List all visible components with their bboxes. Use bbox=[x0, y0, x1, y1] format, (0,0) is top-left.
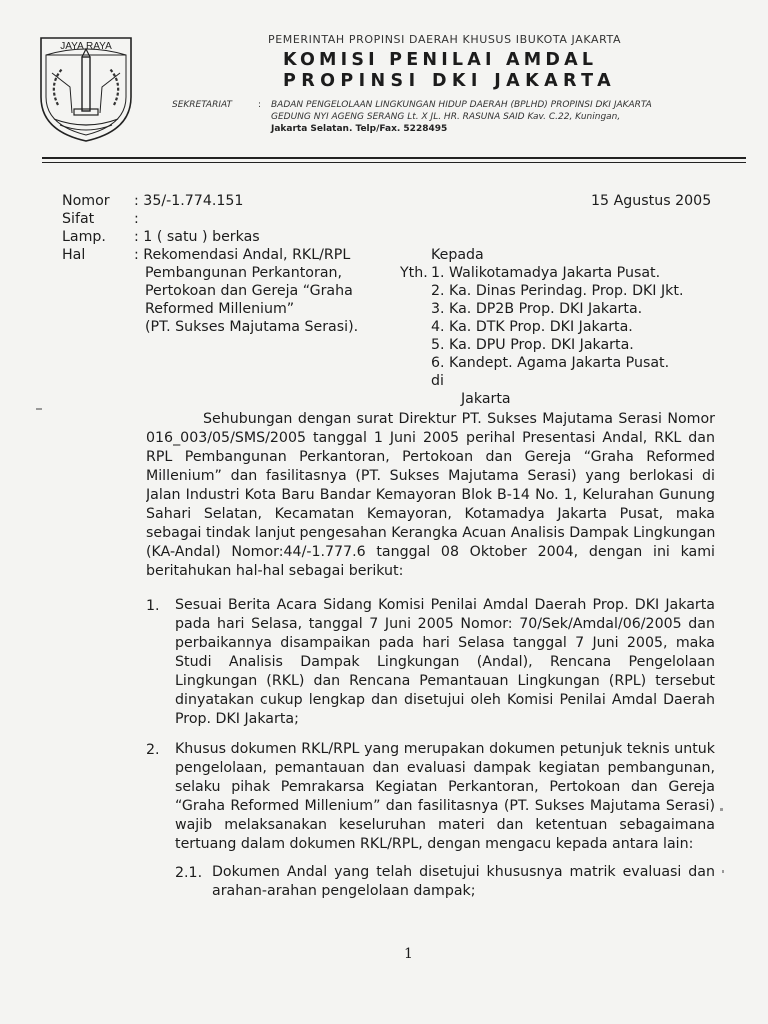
scan-speck bbox=[36, 408, 42, 410]
recipient-di: di bbox=[431, 373, 444, 389]
item-1-line: perbaikannya disampaikan pada hari Selasa tanggal 7 Juni 2005, maka bbox=[175, 635, 715, 651]
item-2-line: pengelolaan, pemantauan dan evaluasi dampak kegiatan pembangunan, bbox=[175, 760, 715, 776]
item-2-line: tertuang dalam dokumen RKL/RPL, dengan mengacu kepada antara lain: bbox=[175, 836, 694, 852]
item-number: 2. bbox=[146, 742, 160, 758]
recipient-item: 4. Ka. DTK Prop. DKI Jakarta. bbox=[431, 319, 633, 335]
government-name: PEMERINTAH PROPINSI DAERAH KHUSUS IBUKOTA JAKARTA bbox=[268, 33, 622, 46]
intro-line: RPL Pembangunan Perkantoran, Pertokoan dan Gereja “Graha Reformed bbox=[146, 449, 715, 465]
item-2-line: Khusus dokumen RKL/RPL yang merupakan dokumen petunjuk teknis untuk bbox=[175, 741, 715, 757]
secretariat-agency: BADAN PENGELOLAAN LINGKUNGAN HIDUP DAERAH (BPLHD) PROPINSI DKI JAKARTA bbox=[271, 100, 652, 110]
label-hal: Hal bbox=[62, 247, 86, 263]
value-nomor: : 35/-1.774.151 bbox=[134, 193, 244, 209]
secretariat-label: SEKRETARIAT bbox=[172, 100, 232, 110]
recipient-kepada: Kepada bbox=[431, 247, 484, 263]
intro-line: Millenium” dan fasilitasnya (PT. Sukses Majutama Serasi) yang berlokasi di bbox=[146, 468, 715, 484]
secretariat-contact: Jakarta Selatan. Telp/Fax. 5228495 bbox=[271, 124, 448, 134]
recipient-item: 6. Kandept. Agama Jakarta Pusat. bbox=[431, 355, 670, 371]
item-1-line: Lingkungan (RKL) dan Rencana Pemantauan Lingkungan (RPL) tersebut bbox=[175, 673, 715, 689]
recipient-item: 2. Ka. Dinas Perindag. Prop. DKI Jkt. bbox=[431, 283, 684, 299]
secretariat-colon: : bbox=[258, 100, 262, 110]
item-1-line: Sesuai Berita Acara Sidang Komisi Penilai Amdal Daerah Prop. DKI Jakarta bbox=[175, 597, 715, 613]
value-hal-line: : Rekomendasi Andal, RKL/RPL bbox=[134, 247, 351, 263]
recipient-item: 1. Walikotamadya Jakarta Pusat. bbox=[431, 265, 661, 281]
item-1-line: Studi Analisis Dampak Lingkungan (Andal), Rencana Pengelolaan bbox=[175, 654, 715, 670]
value-hal-line: (PT. Sukses Majutama Serasi). bbox=[145, 319, 359, 335]
intro-line: sebagai tindak lanjut pengesahan Kerangka Acuan Analisis Dampak Lingkungan bbox=[146, 525, 715, 541]
value-hal-line: Reformed Millenium” bbox=[145, 301, 295, 317]
item-1-line: Prop. DKI Jakarta; bbox=[175, 711, 299, 727]
page-number: 1 bbox=[404, 946, 413, 962]
item-1-line: dinyatakan cukup lengkap dan disetujui oleh Komisi Penilai Amdal Daerah bbox=[175, 692, 715, 708]
secretariat-address: GEDUNG NYI AGENG SERANG Lt. X JL. HR. RASUNA SAID Kav. C.22, Kuningan, bbox=[271, 112, 621, 122]
label-lamp: Lamp. bbox=[62, 229, 106, 245]
recipient-city: Jakarta bbox=[461, 391, 511, 407]
label-nomor: Nomor bbox=[62, 193, 110, 209]
item-number: 1. bbox=[146, 598, 160, 614]
value-hal-line: Pertokoan dan Gereja “Graha bbox=[145, 283, 353, 299]
value-sifat: : bbox=[134, 211, 139, 227]
recipient-item: 3. Ka. DP2B Prop. DKI Jakarta. bbox=[431, 301, 643, 317]
intro-line: 016_003/05/SMS/2005 tanggal 1 Juni 2005 perihal Presentasi Andal, RKL dan bbox=[146, 430, 715, 446]
intro-line: beritahukan hal-hal sebagai berikut: bbox=[146, 563, 404, 579]
item-2-line: “Graha Reformed Millenium” dan fasilitasnya (PT. Sukses Majutama Serasi) bbox=[175, 798, 715, 814]
seal-motto: JAYA RAYA bbox=[60, 41, 112, 52]
scan-speck bbox=[720, 808, 723, 811]
label-sifat: Sifat bbox=[62, 211, 95, 227]
subitem-line: arahan-arahan pengelolaan dampak; bbox=[212, 883, 476, 899]
recipient-item: 5. Ka. DPU Prop. DKI Jakarta. bbox=[431, 337, 634, 353]
intro-line: (KA-Andal) Nomor:44/-1.777.6 tanggal 08 Oktober 2004, dengan ini kami bbox=[146, 544, 715, 560]
scan-speck bbox=[722, 870, 724, 873]
jakarta-seal-emblem bbox=[38, 35, 134, 143]
letterhead-rule-thick bbox=[42, 157, 746, 159]
letter-date: 15 Agustus 2005 bbox=[591, 193, 712, 209]
intro-line: Jalan Industri Kota Baru Bandar Kemayoran Blok B-14 No. 1, Kelurahan Gunung bbox=[146, 487, 715, 503]
value-hal-line: Pembangunan Perkantoran, bbox=[145, 265, 343, 281]
value-lamp: : 1 ( satu ) berkas bbox=[134, 229, 260, 245]
province-name: PROPINSI DKI JAKARTA bbox=[283, 71, 617, 91]
intro-line: Sehubungan dengan surat Direktur PT. Sukses Majutama Serasi Nomor bbox=[203, 411, 715, 427]
intro-line: Sahari Selatan, Kecamatan Kemayoran, Kotamadya Jakarta Pusat, maka bbox=[146, 506, 715, 522]
item-1-line: pada hari Selasa, tanggal 7 Juni 2005 Nomor: 70/Sek/Amdal/06/2005 dan bbox=[175, 616, 715, 632]
item-2-line: selaku pihak Pemrakarsa Kegiatan Perkantoran, Pertokoan dan Gereja bbox=[175, 779, 715, 795]
recipient-yth: Yth. bbox=[400, 265, 428, 281]
commission-name: KOMISI PENILAI AMDAL bbox=[283, 50, 598, 70]
item-2-line: wajib melaksanakan keseluruhan materi dan ketentuan sebagaimana bbox=[175, 817, 715, 833]
letterhead-rule-thin bbox=[42, 162, 746, 163]
subitem-number: 2.1. bbox=[175, 865, 203, 881]
subitem-line: Dokumen Andal yang telah disetujui khususnya matrik evaluasi dan bbox=[212, 864, 715, 880]
